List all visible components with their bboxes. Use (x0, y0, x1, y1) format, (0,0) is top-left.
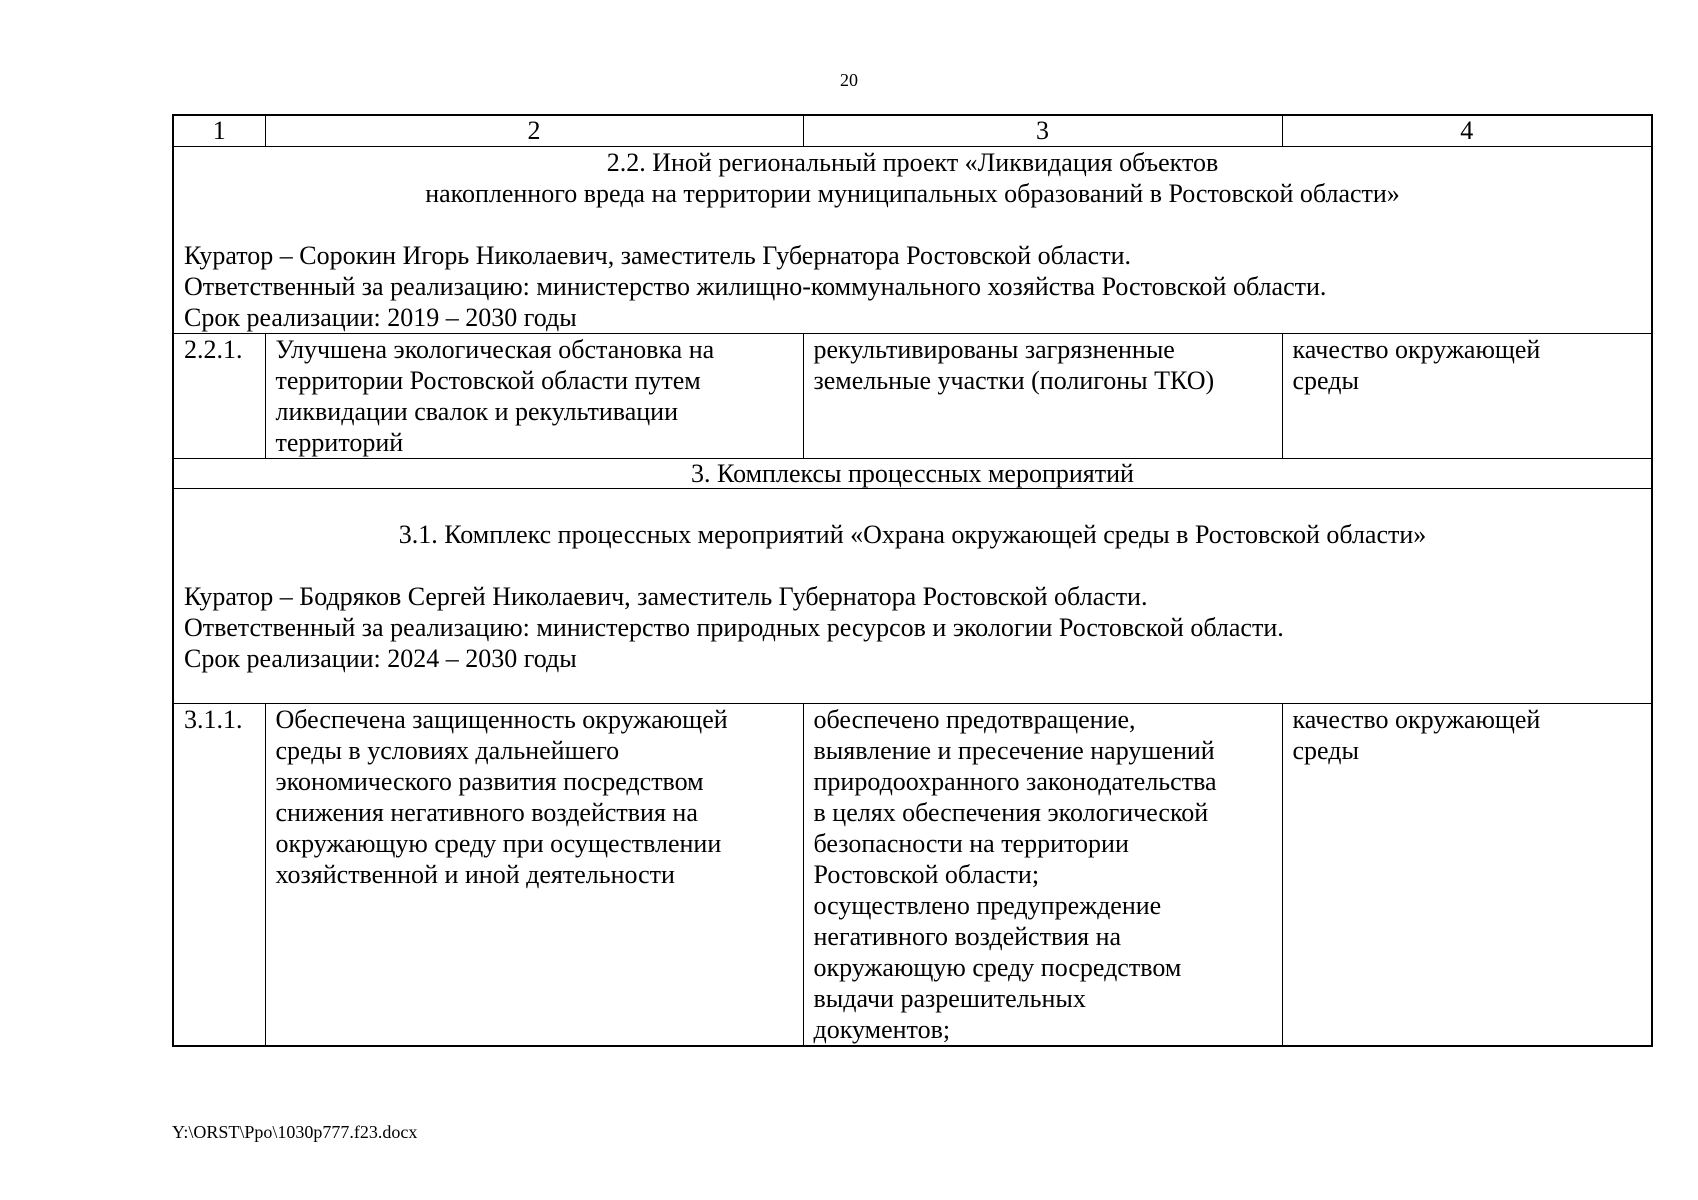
text-line: Ростовской области; (813, 860, 1040, 889)
text-line: хозяйственной и иной деятельности (275, 860, 675, 889)
table-row-3-1-1 (173, 704, 1652, 1047)
section-2-2-curator: Куратор – Сорокин Игорь Николаевич, заместитель Губернатора Ростовской области. (184, 241, 1131, 270)
text-line: земельные участки (полигоны ТКО) (813, 366, 1215, 395)
text-line: документов; (813, 1015, 951, 1044)
indicator-cell (1282, 334, 1652, 459)
section-2-2-row (173, 147, 1652, 334)
section-2-2-title-line: 2.2. Иной региональный проект «Ликвидация объектов (606, 148, 1219, 177)
effect-cell (803, 334, 1282, 459)
text-line: среды (1292, 736, 1359, 765)
text-line: природоохранного законодательства (813, 767, 1217, 796)
section-3-1-term: Срок реализации: 2024 – 2030 годы (184, 644, 577, 673)
text-line: среды (1292, 366, 1359, 395)
text-line: территорий (275, 428, 404, 457)
text-line: качество окружающей (1292, 335, 1541, 364)
text-line: территории Ростовской области путем (275, 366, 701, 395)
text-line: окружающую среду посредством (813, 953, 1182, 982)
section-2-2-responsible: Ответственный за реализацию: министерство жилищно-коммунального хозяйства Ростовской области. (184, 272, 1327, 301)
indicator-cell (1282, 704, 1652, 1047)
section-2-2-meta (184, 240, 1641, 333)
text-line: Улучшена экологическая обстановка на (275, 335, 715, 364)
section-3-title: 3. Комплексы процессных мероприятий (173, 459, 1652, 489)
text-line: безопасности на территории (813, 829, 1129, 858)
section-3-title-row (173, 459, 1652, 489)
section-3-1-title (184, 519, 1641, 550)
section-2-2-term: Срок реализации: 2019 – 2030 годы (184, 303, 577, 332)
text-line: выявление и пресечение нарушений (813, 736, 1215, 765)
section-3-1-responsible: Ответственный за реализацию: министерство природных ресурсов и экологии Ростовской области. (184, 613, 1284, 642)
section-3-1-curator: Куратор – Бодряков Сергей Николаевич, заместитель Губернатора Ростовской области. (184, 582, 1148, 611)
text-line: снижения негативного воздействия на (275, 798, 698, 827)
text-line: выдачи разрешительных (813, 984, 1086, 1013)
header-cell-1: 1 (173, 115, 265, 147)
text-line: окружающую среду при осуществлении (275, 829, 722, 858)
text-line: рекультивированы загрязненные (813, 335, 1175, 364)
header-cell-3: 3 (803, 115, 1282, 147)
text-line: среды в условиях дальнейшего (275, 736, 620, 765)
document-table (172, 114, 1653, 1047)
result-cell (265, 334, 803, 459)
text-line: экономического развития посредством (275, 767, 704, 796)
footer-file-path: Y:\ORST\Ppo\1030p777.f23.docx (172, 1122, 418, 1142)
row-number: 3.1.1. (173, 704, 265, 1047)
header-cell-4: 4 (1282, 115, 1652, 147)
text-line: в целях обеспечения экологической (813, 798, 1209, 827)
page-number: 20 (840, 70, 858, 90)
section-3-1-meta (184, 581, 1641, 674)
result-cell (265, 704, 803, 1047)
text-line: осуществлено предупреждение (813, 891, 1162, 920)
row-number: 2.2.1. (173, 334, 265, 459)
header-cell-2: 2 (265, 115, 803, 147)
text-line: ликвидации свалок и рекультивации (275, 397, 678, 426)
section-2-2-title (184, 147, 1641, 209)
text-line: обеспечено предотвращение, (813, 705, 1136, 734)
section-2-2-title-line: накопленного вреда на территории муниципальных образований в Ростовской области» (425, 179, 1400, 208)
section-3-1-row (173, 489, 1652, 704)
table-row-2-2-1 (173, 334, 1652, 459)
table-header-row (173, 115, 1652, 147)
text-line: негативного воздействия на (813, 922, 1122, 951)
text-line: Обеспечена защищенность окружающей (275, 705, 728, 734)
section-3-1-title-line: 3.1. Комплекс процессных мероприятий «Охрана окружающей среды в Ростовской области» (398, 520, 1427, 549)
section-3-1-block (173, 489, 1652, 704)
section-2-2-block (173, 147, 1652, 334)
effect-cell (803, 704, 1282, 1047)
text-line: качество окружающей (1292, 705, 1541, 734)
